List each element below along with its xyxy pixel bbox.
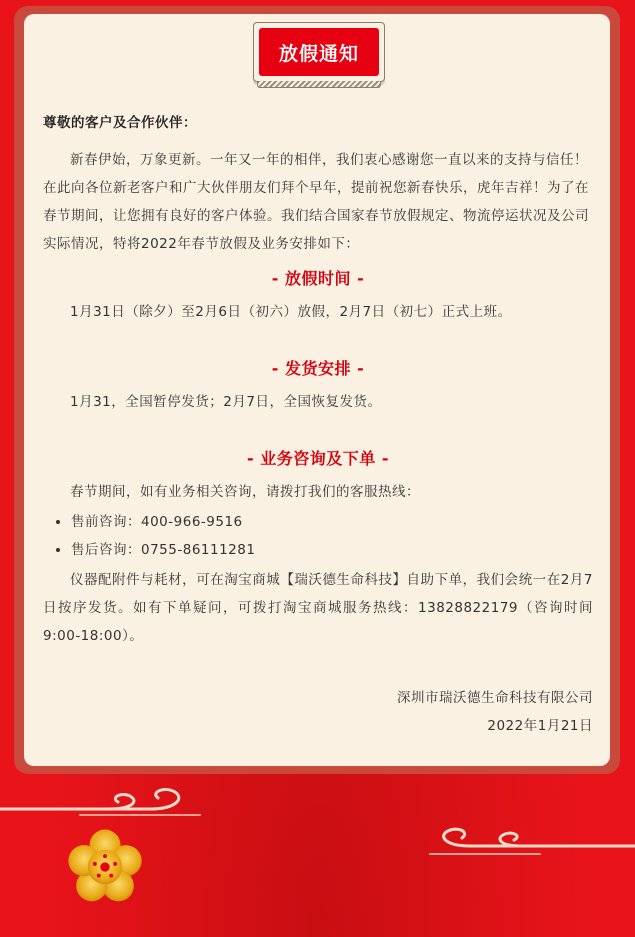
greeting: 尊敬的客户及合作伙伴： [43,115,197,131]
title-frame [253,22,385,82]
intro-paragraph: 新春伊始，万象更新。一年又一年的相伴，我们衷心感谢您一直以来的支持与信任！在此向各位新老客户和广大伙伴朋友们拜个早年，提前祝您新春快乐，虎年吉祥！为了在春节期间，让您拥有良好的客户体验。我们结合国家春节放假规定、物流停运状况及公司实际情况，特将2022年春节放假及业务安排如下： [43,152,589,252]
section-title-holiday: - 放假时间 - [271,269,365,288]
section-title-shipping: - 发货安排 - [271,359,365,378]
plum-blossom-icon [66,828,144,906]
holiday-text: 1月31日（除夕）至2月6日（初六）放假，2月7日（初七）正式上班。 [70,304,512,320]
notice-content [43,110,593,740]
hotline-aftersale: • 售后咨询：0755-86111281 [71,536,593,564]
consult-text: 春节期间，如有业务相关咨询，请拨打我们的客服热线： [70,484,420,500]
company-name: 深圳市瑞沃德生命科技有限公司 [397,690,593,706]
section-title-consult: - 业务咨询及下单 - [247,449,389,468]
hotline-list [43,508,593,564]
cloud-swirl-icon [0,782,220,822]
cloud-swirl-icon [410,826,635,866]
page-title: 放假通知 [259,28,379,76]
hotline-presale: • 售前咨询：400-966-9516 [71,508,593,536]
title-frame-stripe [257,81,381,88]
taobao-note: 仪器配附件与耗材，可在淘宝商城【瑞沃德生命科技】自助下单，我们会统一在2月7日按序发货。如有下单疑问，可拨打淘宝商城服务热线：13828822179（咨询时间9:00-18:00）。 [43,572,593,644]
notice-date: 2022年1月21日 [487,718,593,734]
shipping-text: 1月31，全国暂停发货；2月7日，全国恢复发货。 [70,394,382,410]
